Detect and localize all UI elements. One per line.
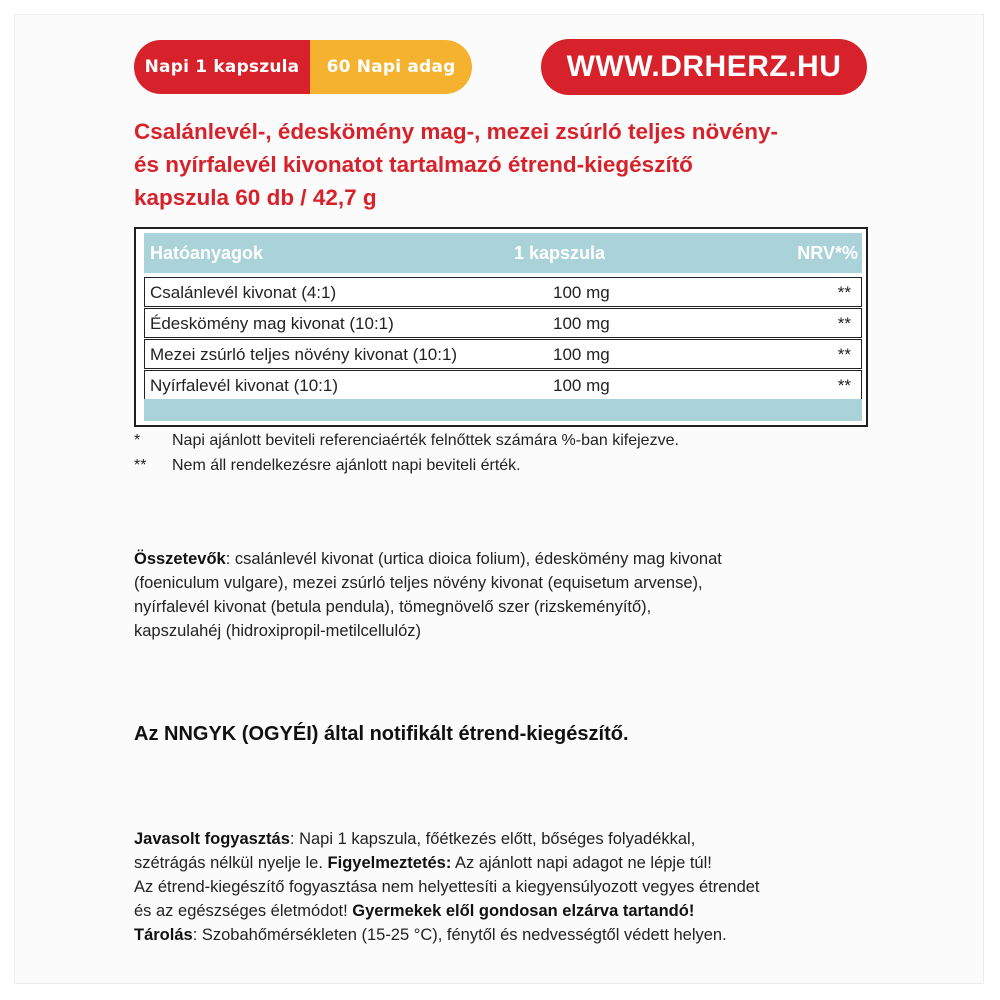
ingredients-text: : csalánlevél kivonat (urtica dioica folium), édeskömény mag kivonat xyxy=(225,550,722,568)
usage-label: Javasolt fogyasztás xyxy=(134,830,290,848)
website-badge: WWW.DRHERZ.HU xyxy=(541,39,867,95)
footnotes xyxy=(134,428,874,478)
table-header xyxy=(144,233,862,273)
header-per-capsule: 1 kapszula xyxy=(514,243,606,263)
ingredient-amount: 100 mg xyxy=(553,283,610,302)
storage-text: : Szobahőmérsékleten (15-25 °C), fénytől és nedvességtől védett helyen. xyxy=(192,926,727,944)
footnote-text: Nem áll rendelkezésre ajánlott napi beviteli érték. xyxy=(172,457,521,474)
ingredient-nrv: ** xyxy=(837,376,851,395)
usage-text: szétrágás nélkül nyelje le. xyxy=(134,854,328,872)
ingredient-name: Nyírfalevél kivonat (10:1) xyxy=(150,376,339,395)
ingredient-amount: 100 mg xyxy=(553,376,610,395)
title-line: Csalánlevél-, édeskömény mag-, mezei zsúrló teljes növény- xyxy=(134,119,778,144)
title-line: kapszula 60 db / 42,7 g xyxy=(134,185,377,210)
child-warning: Gyermekek elől gondosan elzárva tartandó! xyxy=(352,902,695,920)
usage-paragraph xyxy=(134,827,894,947)
ingredient-nrv: ** xyxy=(837,345,851,364)
header-active-ingredients: Hatóanyagok xyxy=(150,243,264,263)
footnote-text: Napi ajánlott beviteli referenciaérték felnőttek számára %-ban kifejezve. xyxy=(172,432,679,449)
storage-label: Tárolás xyxy=(134,926,193,944)
footnote-mark: * xyxy=(134,432,141,449)
ingredients-text: nyírfalevél kivonat (betula pendula), tömegnövelő szer (rizskeményítő), xyxy=(134,598,652,616)
header-nrv: NRV*% xyxy=(797,243,858,263)
title-line: és nyírfalevél kivonatot tartalmazó étrend-kiegészítő xyxy=(134,152,693,177)
warning-text: Az ajánlott napi adagot ne lépje túl! xyxy=(451,854,712,872)
usage-text: Az étrend-kiegészítő fogyasztása nem helyettesíti a kiegyensúlyozott vegyes étrendet xyxy=(134,878,760,896)
dosage-badge xyxy=(134,40,472,94)
table-row xyxy=(144,308,862,338)
ingredient-name: Mezei zsúrló teljes növény kivonat (10:1) xyxy=(150,345,458,364)
usage-text: és az egészséges életmódot! xyxy=(134,902,353,920)
usage-text: : Napi 1 kapszula, főétkezés előtt, bőséges folyadékkal, xyxy=(289,830,696,848)
ingredient-nrv: ** xyxy=(837,314,851,333)
ingredient-name: Csalánlevél kivonat (4:1) xyxy=(150,283,337,302)
ingredient-amount: 100 mg xyxy=(553,314,610,333)
footnote xyxy=(134,428,874,453)
table-footer xyxy=(144,399,862,421)
table-row xyxy=(144,370,862,400)
ingredients-text: (foeniculum vulgare), mezei zsúrló teljes növény kivonat (equisetum arvense), xyxy=(134,574,703,592)
table-row xyxy=(144,277,862,307)
active-ingredients-table xyxy=(134,227,868,427)
ingredient-name: Édeskömény mag kivonat (10:1) xyxy=(150,314,394,333)
ingredient-amount: 100 mg xyxy=(553,345,610,364)
notification-statement: Az NNGYK (OGYÉI) által notifikált étrend-kiegészítő. xyxy=(134,723,629,745)
warning-label: Figyelmeztetés: xyxy=(327,854,452,872)
daily-dose-badge: Napi 1 kapszula xyxy=(134,40,310,94)
footnote xyxy=(134,453,874,478)
product-title xyxy=(134,115,864,214)
footnote-mark: ** xyxy=(134,457,147,474)
table-row xyxy=(144,339,862,369)
servings-badge: 60 Napi adag xyxy=(310,40,472,94)
ingredients-label: Összetevők xyxy=(134,550,226,568)
ingredient-nrv: ** xyxy=(837,283,851,302)
ingredients-text: kapszulahéj (hidroxipropil-metilcellulóz) xyxy=(134,622,422,640)
ingredients-paragraph xyxy=(134,547,894,643)
